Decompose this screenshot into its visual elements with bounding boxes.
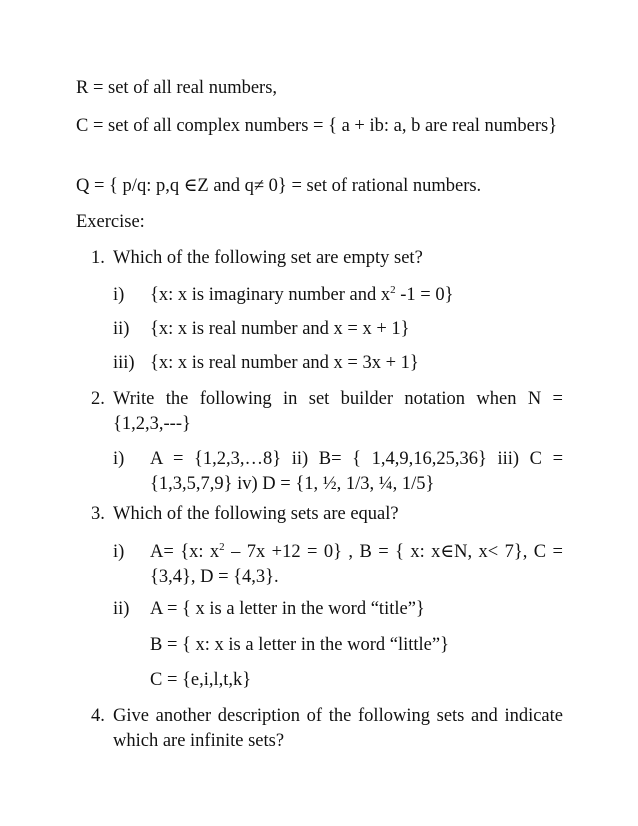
superscript: 2 [390,283,396,296]
item-text: B = { x: x is a letter in the word “little”} [150,635,449,655]
definition-complex: C = set of all complex numbers = { a + ib: a, b are real numbers} [76,116,558,136]
question-text: Give another description of the following sets and indicate which are infinite sets? [113,706,563,751]
question-number: 1. [91,248,105,268]
item-text-part: – 7x +12 = 0} , B = { x: x∈N, x< 7}, C = {3,4}, D = {4,3}. [150,542,563,587]
question-text: Which of the following set are empty set? [113,248,423,268]
item-text: A = { x is a letter in the word “title”} [150,599,425,619]
question-text: Which of the following sets are equal? [113,504,399,524]
question-number: 3. [91,504,105,524]
item-text: {x: x is real number and x = 3x + 1} [150,353,419,373]
item-text: A = {1,2,3,…8} ii) B= { 1,4,9,16,25,36} iii) C = {1,3,5,7,9} iv) D = {1, ½, 1/3, ¼, 1/5} [150,449,563,494]
item-text-part: A= {x: x [150,542,220,562]
definition-real: R = set of all real numbers, [76,78,278,98]
item-text [150,540,563,590]
question-number: 2. [91,389,105,409]
item-label: iii) [113,353,135,373]
item-label: i) [113,449,125,469]
superscript: 2 [219,540,225,553]
item-label: ii) [113,599,130,619]
item-text-part: -1 = 0} [395,285,454,305]
question-number: 4. [91,706,105,726]
exercise-heading: Exercise: [76,212,145,232]
item-label: i) [113,285,125,305]
item-label: i) [113,542,125,562]
definition-rational: Q = { p/q: p,q ∈Z and q≠ 0} = set of rational numbers. [76,176,482,196]
item-text: C = {e,i,l,t,k} [150,670,252,690]
item-text [150,283,563,308]
item-label: ii) [113,319,130,339]
item-text: {x: x is real number and x = x + 1} [150,319,410,339]
item-text-part: {x: x is imaginary number and x [150,285,391,305]
question-text: Write the following in set builder notation when N = {1,2,3,---} [113,389,563,434]
